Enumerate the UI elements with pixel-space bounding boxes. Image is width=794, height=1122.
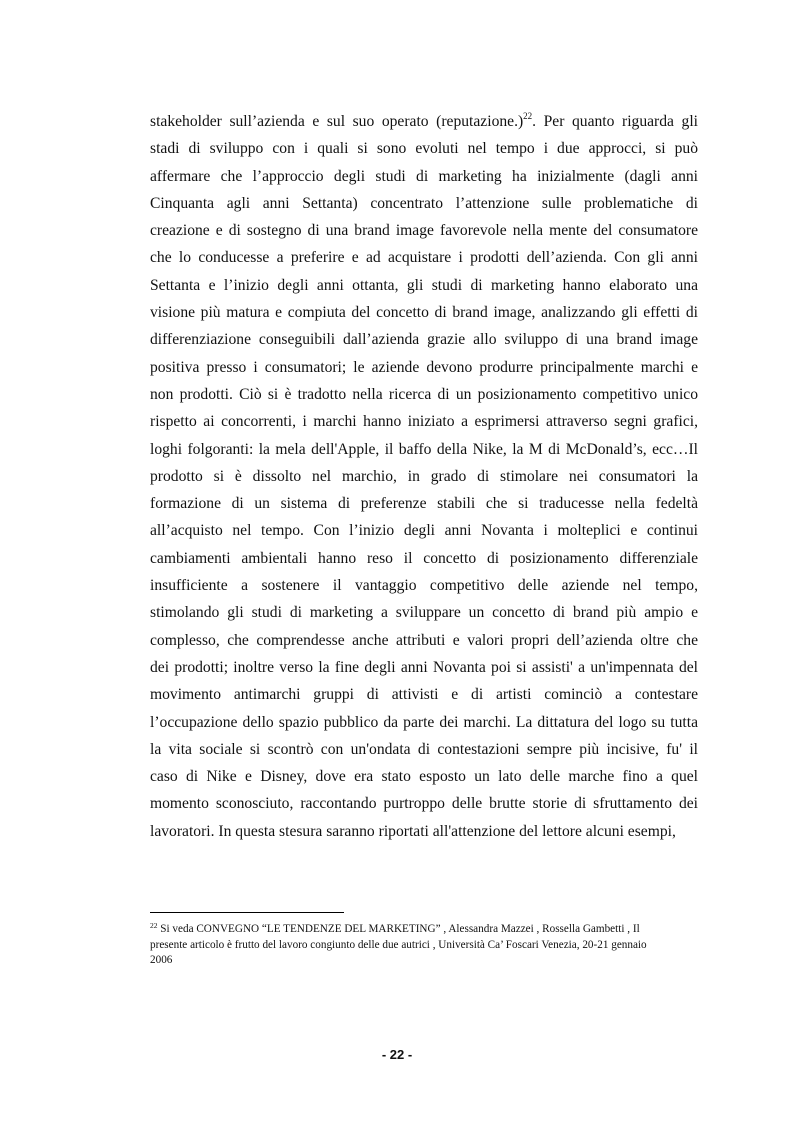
body-line: la vita sociale si scontrò con un'ondata di contestazioni sempre più incisive, fu' il — [150, 740, 698, 758]
body-line: rispetto ai concorrenti, i marchi hanno iniziato a esprimersi attraverso segni grafici, — [150, 413, 698, 431]
body-line: creazione e di sostegno di una brand image favorevole nella mente del consumatore — [150, 222, 698, 240]
body-line: all’acquisto nel tempo. Con l’inizio degli anni Novanta i molteplici e continui — [150, 522, 698, 540]
footnote — [150, 922, 710, 969]
body-line: prodotto si è dissolto nel marchio, in grado di stimolare nei consumatori la — [150, 467, 698, 485]
footnote-line: 2006 — [150, 954, 173, 966]
body-line: loghi folgoranti: la mela dell'Apple, il baffo della Nike, la M di McDonald’s, ecc…Il — [150, 440, 698, 458]
body-line: stadi di sviluppo con i quali si sono evoluti nel tempo i due approcci, si può — [150, 140, 698, 158]
footnote-reference: 22 — [523, 111, 533, 121]
body-line: l’occupazione dello spazio pubblico da parte dei marchi. La dittatura del logo su tutta — [150, 713, 698, 731]
body-line: affermare che l’approccio degli studi di marketing ha inizialmente (dagli anni — [150, 167, 698, 185]
body-line: differenziazione conseguibili dall’azienda grazie allo sviluppo di una brand image — [150, 331, 698, 349]
body-line: che lo conducesse a preferire e ad acquistare i prodotti dell’azienda. Con gli anni — [150, 249, 698, 267]
body-line: non prodotti. Ciò si è tradotto nella ricerca di un posizionamento competitivo unico — [150, 385, 698, 403]
body-paragraph — [150, 108, 698, 845]
body-line: Cinquanta agli anni Settanta) concentrato l’attenzione sulle problematiche di — [150, 194, 698, 212]
body-line: stimolando gli studi di marketing a sviluppare un concetto di brand più ampio e — [150, 604, 698, 622]
body-line: momento sconosciuto, raccontando purtroppo delle brutte storie di sfruttamento dei — [150, 795, 698, 813]
body-line: movimento antimarchi gruppi di attivisti e di artisti cominciò a contestare — [150, 686, 698, 704]
body-line: complesso, che comprendesse anche attributi e valori propri dell’azienda oltre che — [150, 631, 698, 649]
footnote-line-1: $^{22}$ Si veda CONVEGNO “LE TENDENZE DEL MARKETING” , Alessandra Mazzei , Rossella Gambetti , Il — [150, 921, 640, 935]
body-line: caso di Nike e Disney, dove era stato esposto un lato delle marche fino a quel — [150, 768, 698, 786]
body-line: positiva presso i consumatori; le aziende devono produrre principalmente marchi e — [150, 358, 698, 376]
body-line-1: stakeholder sull’azienda e sul suo operato (reputazione.)$^{22}$. Per quanto riguarda gli — [150, 111, 698, 130]
body-line: dei prodotti; inoltre verso la fine degli anni Novanta poi si assisti' a un'impennata del — [150, 658, 698, 676]
body-line: insufficiente a sostenere il vantaggio competitivo delle aziende nel tempo, — [150, 577, 698, 595]
footnote-line: presente articolo è frutto del lavoro congiunto delle due autrici , Università Ca’ Foscari Venezia, 20-21 gennaio — [150, 938, 647, 951]
body-line: lavoratori. In questa stesura saranno riportati all'attenzione del lettore alcuni esempi, — [150, 822, 676, 840]
footnote-number: 22 — [150, 921, 158, 930]
footnote-separator — [150, 912, 344, 913]
body-line: cambiamenti ambientali hanno reso il concetto di posizionamento differenziale — [150, 549, 698, 567]
page-number: - 22 - — [381, 1047, 413, 1062]
body-line: formazione di un sistema di preferenze stabili che si traducesse nella fedeltà — [150, 495, 698, 513]
body-line: Settanta e l’inizio degli anni ottanta, gli studi di marketing hanno elaborato una — [150, 276, 698, 294]
body-line: visione più matura e compiuta del concetto di brand image, analizzando gli effetti di — [150, 304, 698, 322]
